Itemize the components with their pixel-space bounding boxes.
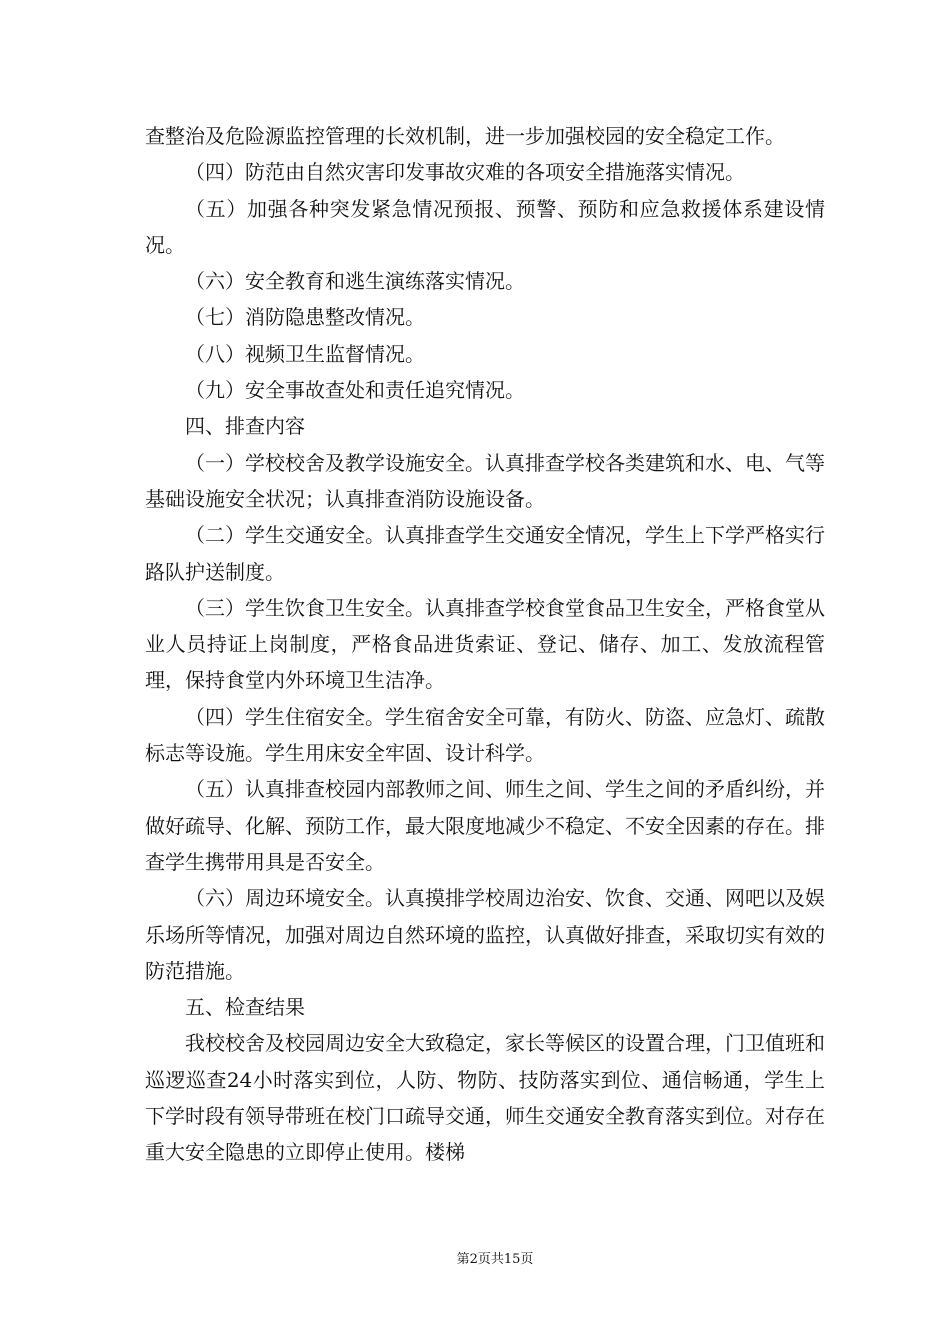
paragraph: （四）防范由自然灾害印发事故灾难的各项安全措施落实情况。 xyxy=(185,160,745,185)
paragraph: （七）消防隐患整改情况。 xyxy=(185,305,425,330)
document-body xyxy=(145,118,825,1171)
page-number-footer: 第2页共15页 xyxy=(456,1252,534,1267)
paragraph: （二）学生交通安全。认真排查学生交通安全情况，学生上下学严格实行路队护送制度。 xyxy=(145,523,825,584)
paragraph: 我校校舍及校园周边安全大致稳定，家长等候区的设置合理，门卫值班和巡逻巡查24小时落实到位，人防、物防、技防落实到位、通信畅通，学生上下学时段有领导带班在校门口疏导交通，师生交通安全教育落实到位。对存在重大安全隐患的立即停止使用。楼梯 xyxy=(145,1031,825,1165)
paragraph: （一）学校校舍及教学设施安全。认真排查学校各类建筑和水、电、气等基础设施安全状况；认真排查消防设施设备。 xyxy=(145,450,825,511)
paragraph: 查整治及危险源监控管理的长效机制，进一步加强校园的安全稳定工作。 xyxy=(145,124,785,148)
paragraph: （三）学生饮食卫生安全。认真排查学校食堂食品卫生安全，严格食堂从业人员持证上岗制度，严格食品进货索证、登记、储存、加工、发放流程管理，保持食堂内外环境卫生洁净。 xyxy=(145,595,825,693)
section-heading: 四、排查内容 xyxy=(185,414,305,439)
paragraph: （六）安全教育和逃生演练落实情况。 xyxy=(185,269,525,294)
paragraph: （八）视频卫生监督情况。 xyxy=(185,341,425,366)
paragraph: （九）安全事故查处和责任追究情况。 xyxy=(185,378,525,403)
paragraph: （五）加强各种突发紧急情况预报、预警、预防和应急救援体系建设情况。 xyxy=(145,196,825,257)
paragraph: （六）周边环境安全。认真摸排学校周边治安、饮食、交通、网吧以及娱乐场所等情况，加强对周边自然环境的监控，认真做好排查，采取切实有效的防范措施。 xyxy=(145,886,825,983)
paragraph: （四）学生住宿安全。学生宿舍安全可靠，有防火、防盗、应急灯、疏散标志等设施。学生用床安全牢固、设计科学。 xyxy=(145,704,825,766)
paragraph: （五）认真排查校园内部教师之间、师生之间、学生之间的矛盾纠纷，并做好疏导、化解、预防工作，最大限度地减少不稳定、不安全因素的存在。排查学生携带用具是否安全。 xyxy=(145,777,825,874)
section-heading: 五、检查结果 xyxy=(185,995,305,1020)
